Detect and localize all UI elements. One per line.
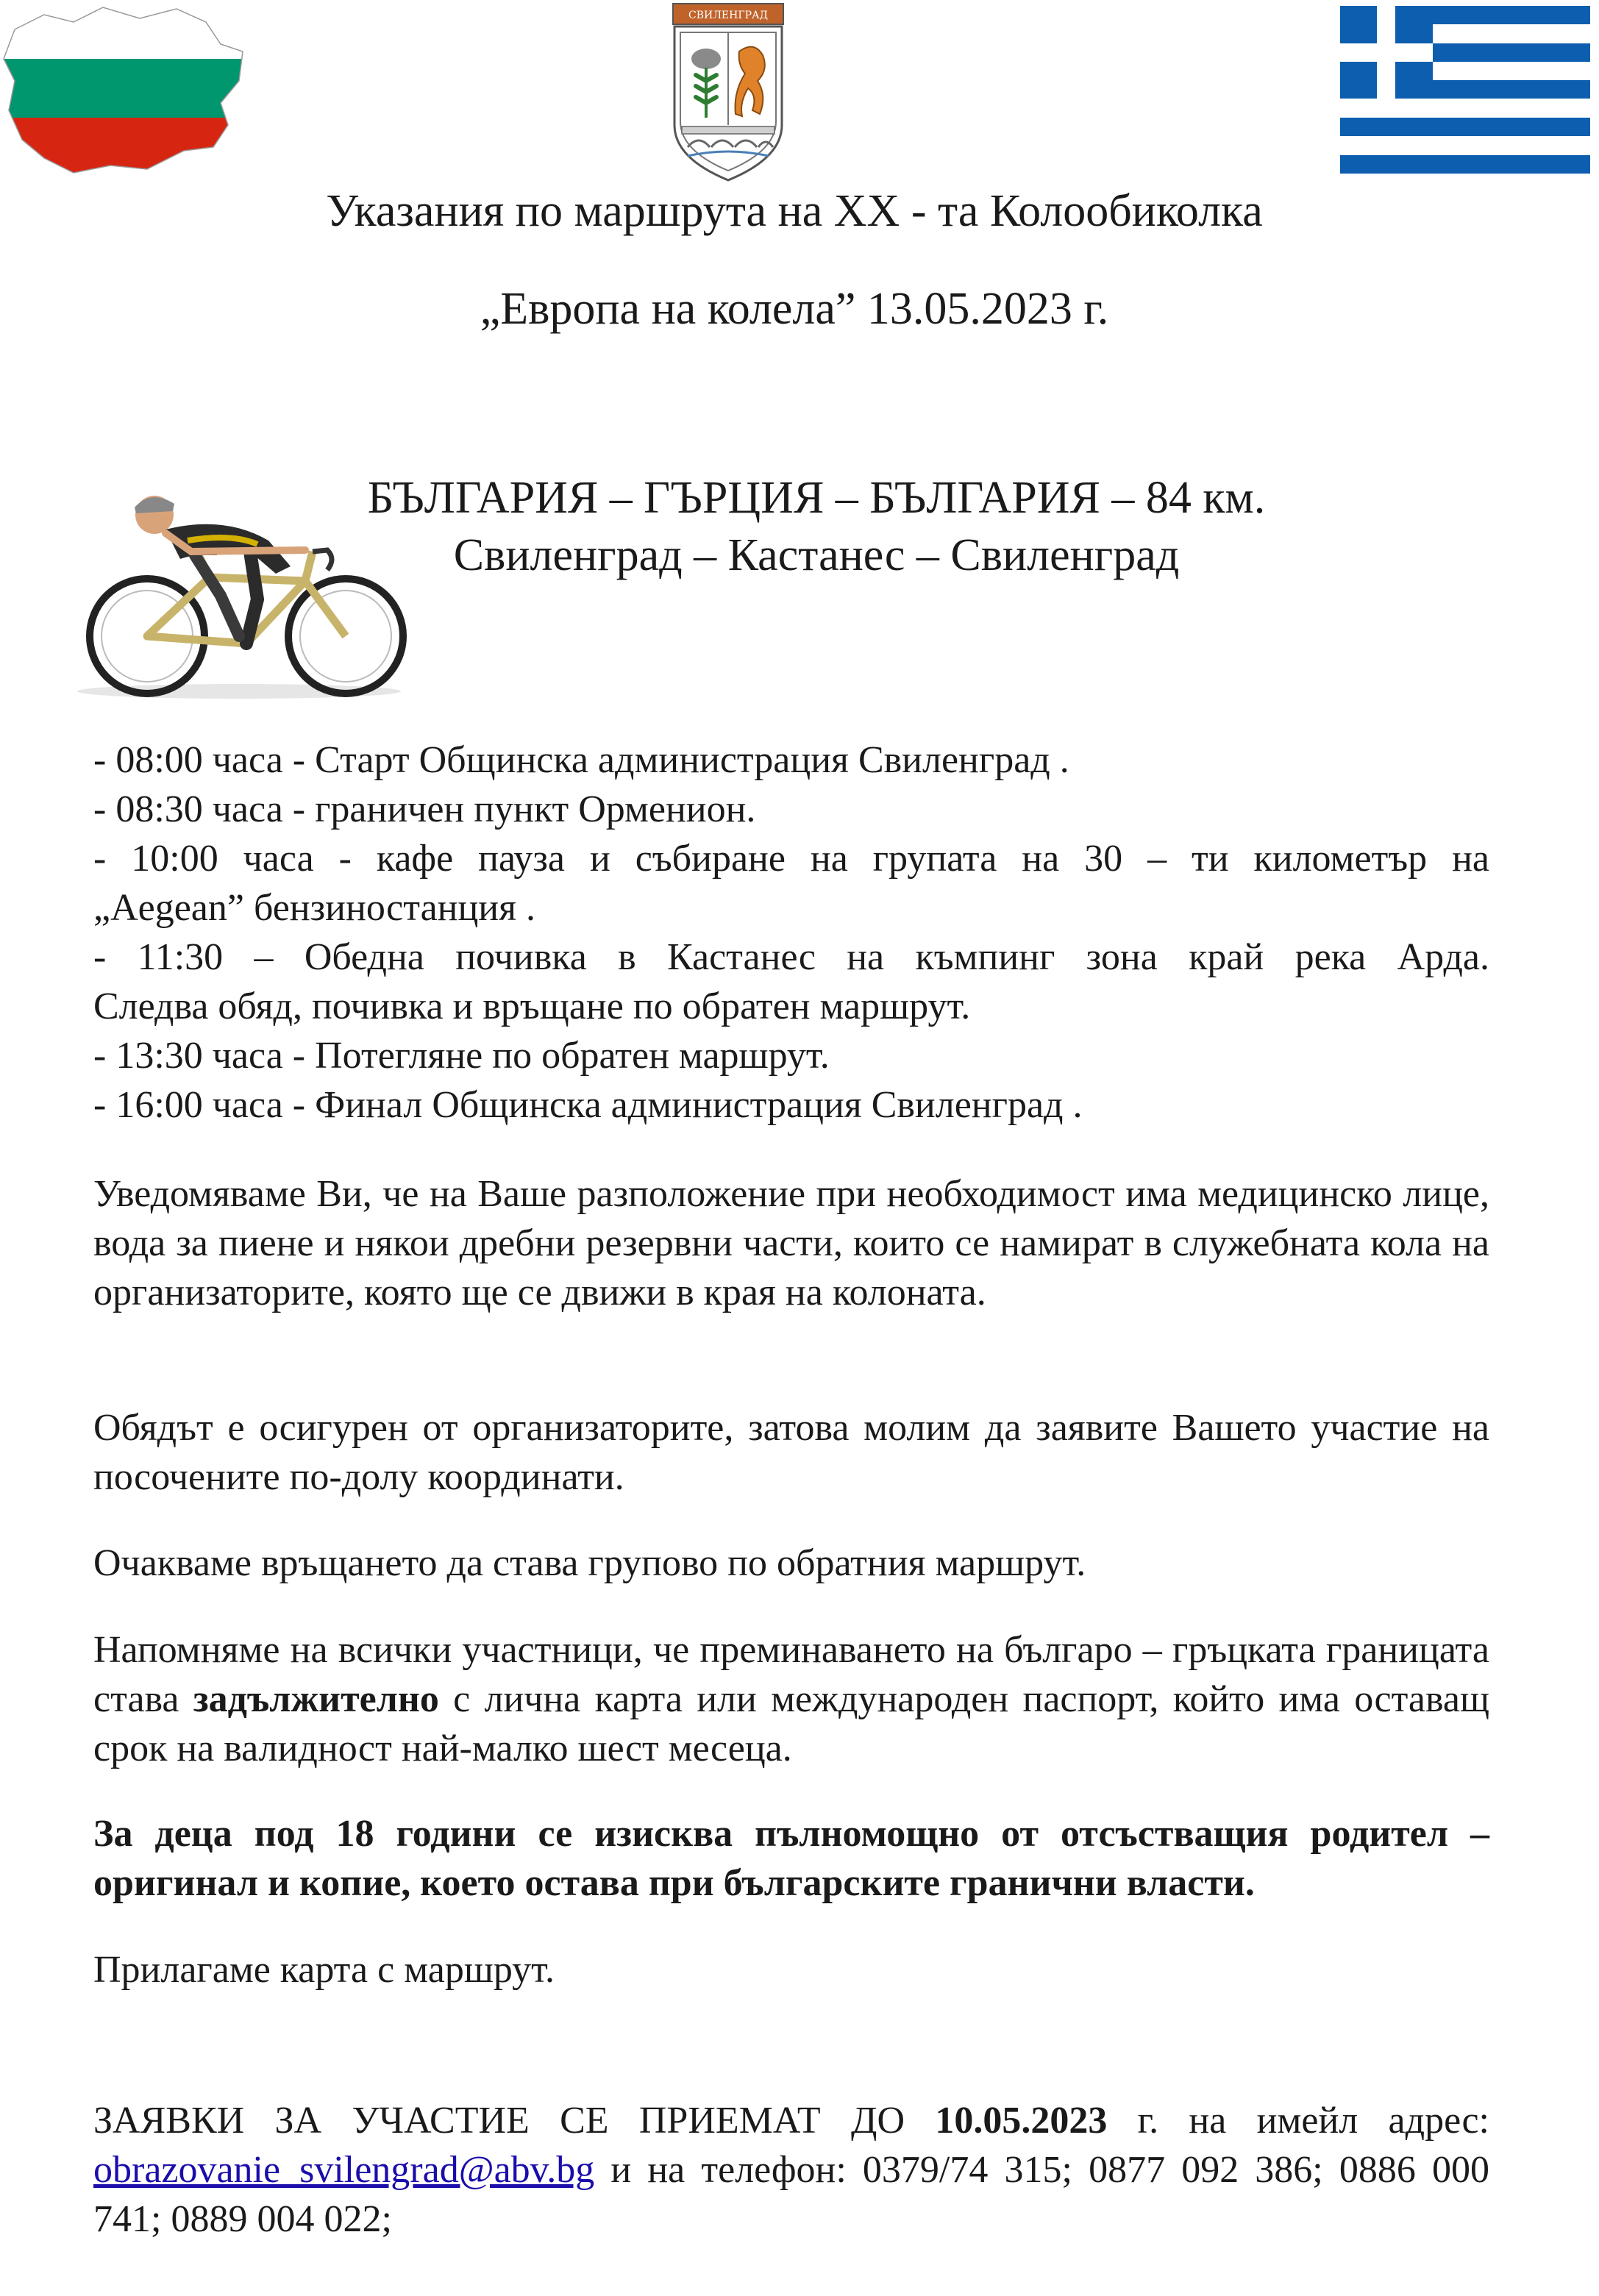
crest-banner-text: СВИЛЕНГРАД xyxy=(688,10,768,21)
schedule-item: Следва обяд, почивка и връщане по обратен маршрут. xyxy=(93,985,971,1027)
notice-paragraph: Уведомяваме Ви, че на Ваше разположение при необходимост има медицинско лице, вода за пиене и някои дребни резервни части, които се намират в служебната кола на организаторите, която ще се движи в края на колоната. xyxy=(93,1173,1489,1313)
phone-numbers: и на телефон: 0379/74 315; 0877 092 386; 0886 000 741; 0889 004 022; xyxy=(93,2149,1489,2240)
lunch-paragraph: Обядът е осигурен от организаторите, затова молим да заявите Вашето участие на посочените по-долу координати. xyxy=(93,1407,1489,1498)
greece-flag-icon xyxy=(1340,6,1590,174)
return-paragraph: Очакваме връщането да става групово по обратния маршрут. xyxy=(93,1542,1086,1584)
schedule-item: - 13:30 часа - Потегляне по обратен маршрут. xyxy=(93,1035,830,1077)
applications-deadline: 10.05.2023 xyxy=(935,2100,1108,2142)
schedule-item: - 08:00 часа - Старт Общинска администрация Свиленград . xyxy=(93,739,1069,781)
svilengrad-crest-icon xyxy=(666,0,791,184)
schedule-list xyxy=(93,735,1489,1130)
applications-paragraph xyxy=(93,2096,1489,2244)
schedule-item: - 08:30 часа - граничен пункт Орменион. xyxy=(93,788,756,830)
route-towns: Свиленград – Кастанес – Свиленград xyxy=(453,530,1180,580)
minors-paragraph: За деца под 18 години се изисква пълномощно от отсъстващия родител – оригинал и копие, което остава при българските гранични власти. xyxy=(93,1813,1489,1904)
border-text-after: с лична карта или международен паспорт, който има оставащ срок на валидност най-малко шест месеца. xyxy=(93,1678,1489,1769)
applications-text-after: г. на имейл адрес: xyxy=(1107,2100,1489,2142)
schedule-item: - 11:30 – Обедна почивка в Кастанес на къмпинг зона край река Арда. xyxy=(93,936,1489,978)
email-link[interactable]: obrazovanie_svilengrad@abv.bg xyxy=(93,2149,595,2191)
border-text-before: Напомняме на всички участници, че преминаването на българо – гръцката границата става xyxy=(93,1629,1489,1720)
schedule-item: - 10:00 часа - кафе пауза и събиране на групата на 30 – ти километър на xyxy=(93,838,1489,880)
document-subtitle: „Европа на колела” 13.05.2023 г. xyxy=(480,284,1109,334)
bulgaria-map-flag-icon xyxy=(0,0,250,177)
applications-text-before: ЗАЯВКИ ЗА УЧАСТИЕ СЕ ПРИЕМАТ ДО xyxy=(93,2100,936,2142)
route-countries: БЪЛГАРИЯ – ГЪРЦИЯ – БЪЛГАРИЯ – 84 км. xyxy=(367,473,1266,523)
border-paragraph xyxy=(93,1625,1489,1773)
document-title: Указания по маршрута на XX - та Колообиколка xyxy=(326,186,1263,236)
schedule-item: - 16:00 часа - Финал Общинска администрация Свиленград . xyxy=(93,1084,1083,1126)
schedule-item: „Aegean” бензиностанция . xyxy=(93,887,536,929)
border-text-bold: задължително xyxy=(193,1678,439,1720)
map-note-paragraph: Прилагаме карта с маршрут. xyxy=(93,1949,555,1991)
